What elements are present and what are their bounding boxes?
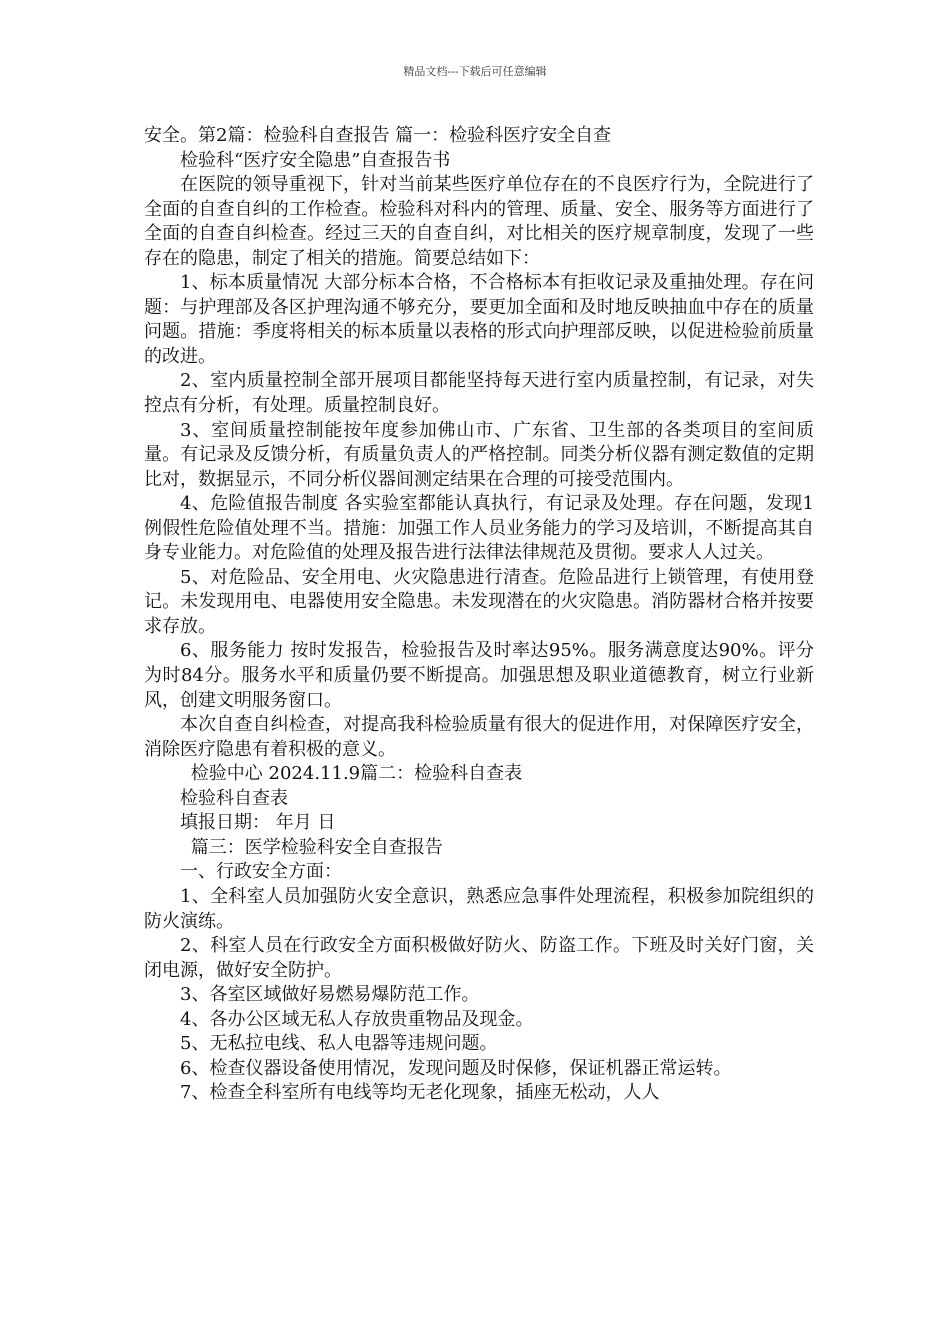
paragraph: 6、服务能力 按时发报告，检验报告及时率达95%。服务满意度达90%。评分为时84分。服务水平和质量仍要不断提高。加强思想及职业道德教育，树立行业新风，创建文明服务窗口。 — [144, 640, 814, 711]
paragraph: 检验科“医疗安全隐患”自查报告书 — [180, 149, 451, 171]
paragraph: 7、检查全科室所有电线等均无老化现象，插座无松动，人人 — [180, 1082, 660, 1104]
paragraph: 5、无私拉电线、私人电器等违规问题。 — [180, 1033, 498, 1055]
paragraph: 一、行政安全方面： — [180, 861, 342, 883]
paragraph: 篇三：医学检验科安全自查报告 — [190, 836, 443, 858]
document-body — [144, 124, 814, 1106]
paragraph: 检验中心 2024.11.9篇二：检验科自查表 — [190, 763, 523, 785]
paragraph: 2、室内质量控制全部开展项目都能坚持每天进行室内质量控制，有记录，对失控点有分析，有处理。质量控制良好。 — [144, 370, 814, 417]
paragraph: 6、检查仪器设备使用情况，发现问题及时保修，保证机器正常运转。 — [180, 1057, 732, 1079]
paragraph: 4、各办公区域无私人存放贵重物品及现金。 — [180, 1008, 534, 1030]
paragraph: 3、室间质量控制能按年度参加佛山市、广东省、卫生部的各类项目的室间质量。有记录及反馈分析，有质量负责人的严格控制。同类分析仪器有测定数值的定期比对，数据显示，不同分析仪器间测定结果在合理的可接受范围内。 — [144, 419, 814, 490]
page-header-banner: 精品文档---下载后可任意编辑 — [403, 65, 547, 78]
paragraph: 1、标本质量情况 大部分标本合格，不合格标本有拒收记录及重抽处理。存在问题：与护理部及各区护理沟通不够充分，要更加全面和及时地反映抽血中存在的质量问题。措施：季度将相关的标本质量以表格的形式向护理部反映，以促进检验前质量的改进。 — [144, 272, 814, 367]
paragraph: 3、各室区域做好易燃易爆防范工作。 — [180, 984, 480, 1006]
paragraph: 安全。第2篇：检验科自查报告 篇一：检验科医疗安全自查 — [144, 125, 612, 146]
paragraph: 在医院的领导重视下，针对当前某些医疗单位存在的不良医疗行为，全院进行了全面的自查自纠的工作检查。检验科对科内的管理、质量、安全、服务等方面进行了全面的自查自纠检查。经过三天的自查自纠，对比相关的医疗规章制度，发现了一些存在的隐患，制定了相关的措施。简要总结如下： — [144, 174, 814, 269]
paragraph: 检验科自查表 — [180, 787, 288, 809]
paragraph: 4、危险值报告制度 各实验室都能认真执行，有记录及处理。存在问题，发现1例假性危险值处理不当。措施：加强工作人员业务能力的学习及培训，不断提高其自身专业能力。对危险值的处理及报告进行法律法律规范及贯彻。要求人人过关。 — [144, 493, 814, 564]
paragraph: 填报日期： 年月 日 — [180, 812, 336, 834]
paragraph: 1、全科室人员加强防火安全意识，熟悉应急事件处理流程，积极参加院组织的防火演练。 — [144, 885, 814, 932]
paragraph: 2、科室人员在行政安全方面积极做好防火、防盗工作。下班及时关好门窗，关闭电源，做好安全防护。 — [144, 935, 814, 981]
paragraph: 5、对危险品、安全用电、火灾隐患进行清查。危险品进行上锁管理，有使用登记。未发现用电、电器使用安全隐患。未发现潜在的火灾隐患。消防器材合格并按要求存放。 — [144, 566, 814, 637]
paragraph: 本次自查自纠检查，对提高我科检验质量有很大的促进作用，对保障医疗安全，消除医疗隐患有着积极的意义。 — [144, 714, 814, 760]
